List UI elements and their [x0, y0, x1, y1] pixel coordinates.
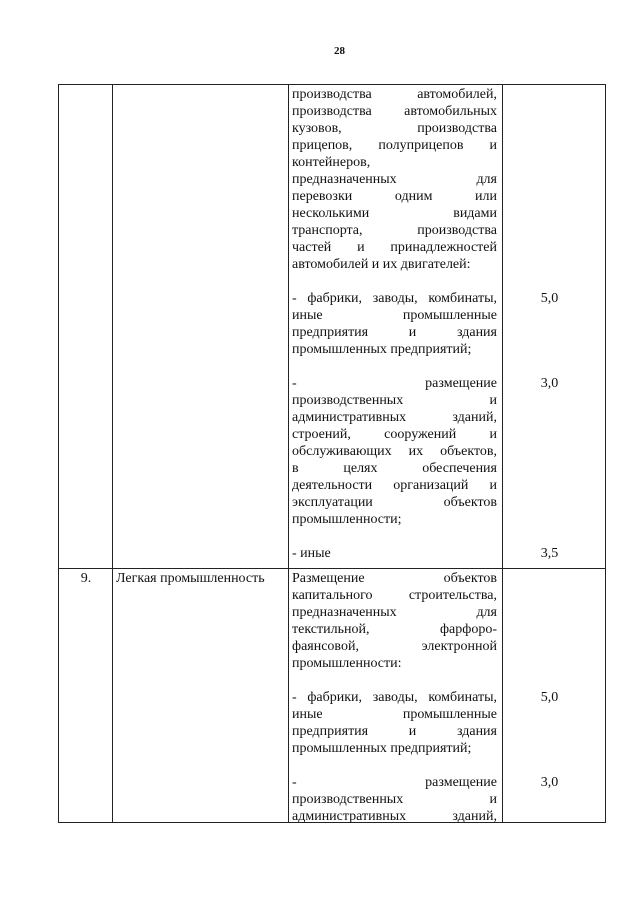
table-border [58, 84, 59, 823]
description-paragraph [289, 290, 606, 358]
coefficient-value [503, 570, 606, 672]
table-border [605, 84, 606, 823]
description-text [289, 375, 503, 528]
description-paragraph [289, 774, 606, 825]
row-details [289, 569, 606, 822]
description-text [289, 290, 503, 358]
coefficient-value: 3,0 [540, 775, 559, 790]
column-divider [112, 84, 113, 823]
text-line: предназначенных для [292, 605, 497, 620]
text-line: административных зданий, [292, 410, 497, 425]
row-category [113, 85, 289, 568]
coefficient-value: 5,0 [540, 291, 559, 306]
row-number: 9. [80, 571, 92, 586]
text-line: - фабрики, заводы, комбинаты, [292, 291, 497, 306]
row-details [289, 85, 606, 568]
text-line: - иные [292, 546, 331, 561]
table-row [59, 568, 606, 823]
land-use-table [59, 84, 606, 823]
coefficient-value: 5,0 [540, 690, 559, 705]
text-line: обслуживающих их объектов, [292, 444, 497, 459]
description-paragraph [289, 545, 606, 562]
coefficient-value [503, 86, 606, 273]
text-line: перевозки одним или [292, 189, 497, 204]
text-line: деятельности организаций и [292, 478, 497, 493]
text-line: эксплуатации объектов [292, 495, 497, 510]
description-paragraph [289, 689, 606, 757]
text-line: транспорта, производства [292, 223, 497, 238]
text-line: промышленных предприятий; [292, 342, 472, 357]
text-line: в целях обеспечения [292, 461, 497, 476]
text-line: текстильной, фарфоро- [292, 622, 497, 637]
text-line: Размещение объектов [292, 571, 497, 586]
text-line: строений, сооружений и [292, 427, 497, 442]
text-line: - фабрики, заводы, комбинаты, [292, 690, 497, 705]
description-text [289, 689, 503, 757]
text-line: производства автомобилей, [292, 87, 497, 102]
text-line: - размещение [292, 775, 497, 790]
column-divider [288, 84, 289, 823]
description-text [289, 545, 503, 562]
text-line: иные промышленные [292, 707, 497, 722]
description-text [289, 86, 503, 273]
coefficient-value: 3,0 [540, 376, 559, 391]
text-line: контейнеров, [292, 155, 371, 170]
column-divider [502, 84, 503, 823]
text-line: прицепов, полуприцепов и [292, 138, 497, 153]
description-paragraph [289, 570, 606, 672]
text-line: предприятия и здания [292, 325, 497, 340]
description-paragraph [289, 86, 606, 273]
text-line: автомобилей и их двигателей: [292, 257, 471, 272]
text-line: промышленных предприятий; [292, 741, 472, 756]
text-line: несколькими видами [292, 206, 497, 221]
text-line: - размещение [292, 376, 497, 391]
text-line: производства автомобильных [292, 104, 497, 119]
row-category: Легкая промышленность [116, 571, 265, 586]
text-line: кузовов, производства [292, 121, 497, 136]
coefficient-value: 3,5 [540, 546, 559, 561]
description-text [289, 774, 503, 825]
text-line: предприятия и здания [292, 724, 497, 739]
table-row [59, 84, 606, 568]
text-line: капитального строительства, [292, 588, 497, 603]
text-line: иные промышленные [292, 308, 497, 323]
text-line: производственных и [292, 393, 497, 408]
text-line: фаянсовой, электронной [292, 639, 497, 654]
text-line: промышленности; [292, 512, 402, 527]
text-line: производственных и [292, 792, 497, 807]
text-line: промышленности: [292, 656, 402, 671]
text-line: предназначенных для [292, 172, 497, 187]
page-number: 28 [334, 45, 345, 57]
row-number [59, 85, 113, 568]
description-paragraph [289, 375, 606, 528]
text-line: частей и принадлежностей [292, 240, 497, 255]
description-text [289, 570, 503, 672]
text-line: административных зданий, [292, 809, 497, 824]
